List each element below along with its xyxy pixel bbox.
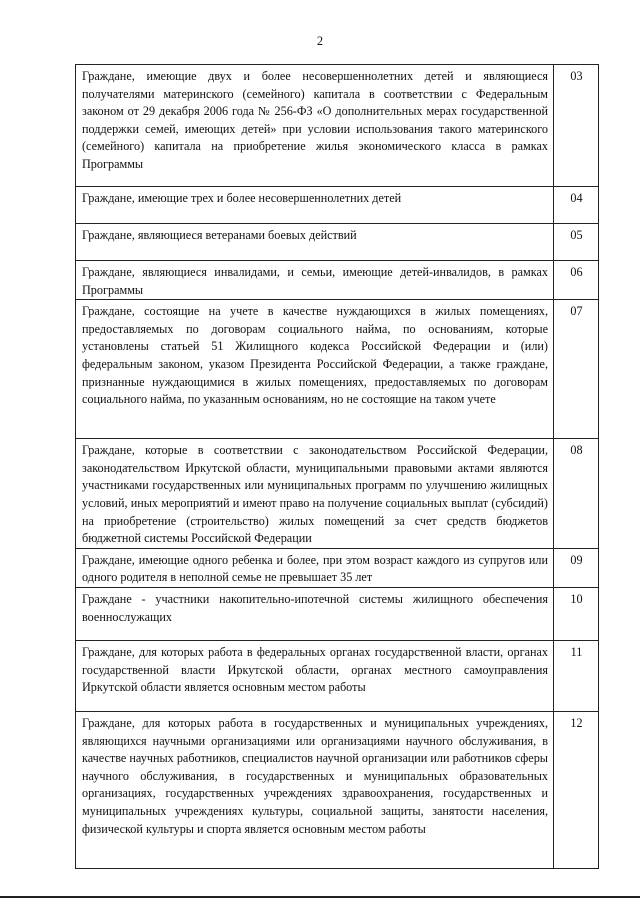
category-description: Граждане, имеющие двух и более несовершеннолетних детей и являющиеся получателями материнского (семейного) капитала в соответствии с Федеральным законом от 29 декабря 2006 года № 256-ФЗ «О дополнительных мерах государственной поддержки семей, имеющих детей» при условии использования такого материнского (семейного) капитала на приобретение жилья экономического класса в рамках Программы bbox=[76, 65, 554, 187]
category-description: Граждане, которые в соответствии с законодательством Российской Федерации, законодательством Иркутской области, муниципальными правовыми актами являются участниками государственных или муниципальных программ по улучшению жилищных условий, иных мероприятий и имеют право на получение социальных выплат (субсидий) на приобретение (строительство) жилых помещений за счет средств бюджетов бюджетной системы Российской Федерации bbox=[76, 439, 554, 549]
category-description: Граждане, имеющие трех и более несовершеннолетних детей bbox=[76, 187, 554, 224]
table-row bbox=[76, 261, 599, 300]
table-row bbox=[76, 65, 599, 187]
category-code: 04 bbox=[554, 187, 599, 224]
page-bottom-edge bbox=[0, 896, 640, 898]
category-code: 09 bbox=[554, 548, 599, 587]
category-code: 06 bbox=[554, 261, 599, 300]
table-row bbox=[76, 224, 599, 261]
category-code: 10 bbox=[554, 587, 599, 640]
category-description: Граждане, для которых работа в государственных и муниципальных учреждениях, являющихся научными организациями или организациями научного обслуживания, в качестве научных работников, специалистов научной организации или работников сферы научного обслуживания, в государственных и муниципальных образовательных организациях, государственных учреждениях здравоохранения, государственных и муниципальных учреждениях культуры, социальной защиты, занятости населения, физической культуры и спорта является основным местом работы bbox=[76, 711, 554, 868]
category-description: Граждане - участники накопительно-ипотечной системы жилищного обеспечения военнослужащих bbox=[76, 587, 554, 640]
category-description: Граждане, имеющие одного ребенка и более, при этом возраст каждого из супругов или одного родителя в неполной семье не превышает 35 лет bbox=[76, 548, 554, 587]
category-description: Граждане, для которых работа в федеральных органах государственной власти, органах государственной власти Иркутской области, органах местного самоуправления Иркутской области является основным местом работы bbox=[76, 640, 554, 711]
table-row bbox=[76, 439, 599, 549]
table-row bbox=[76, 187, 599, 224]
category-description: Граждане, являющиеся ветеранами боевых действий bbox=[76, 224, 554, 261]
table-row bbox=[76, 711, 599, 868]
table-row bbox=[76, 587, 599, 640]
table-row bbox=[76, 548, 599, 587]
category-code: 12 bbox=[554, 711, 599, 868]
category-code: 03 bbox=[554, 65, 599, 187]
category-description: Граждане, состоящие на учете в качестве нуждающихся в жилых помещениях, предоставляемых по договорам социального найма, по основаниям, которые установлены статьей 51 Жилищного кодекса Российской Федерации и (или) федеральным законом, указом Президента Российской Федерации, а также граждане, признанные нуждающимися в жилых помещениях, предоставляемых по договорам социального найма, по указанным основаниям, но не состоящие на таком учете bbox=[76, 300, 554, 439]
category-code: 08 bbox=[554, 439, 599, 549]
category-code: 05 bbox=[554, 224, 599, 261]
page-number: 2 bbox=[316, 34, 324, 48]
category-code: 07 bbox=[554, 300, 599, 439]
category-description: Граждане, являющиеся инвалидами, и семьи, имеющие детей-инвалидов, в рамках Программы bbox=[76, 261, 554, 300]
table-row bbox=[76, 640, 599, 711]
category-table bbox=[75, 64, 599, 869]
table-row bbox=[76, 300, 599, 439]
category-code: 11 bbox=[554, 640, 599, 711]
